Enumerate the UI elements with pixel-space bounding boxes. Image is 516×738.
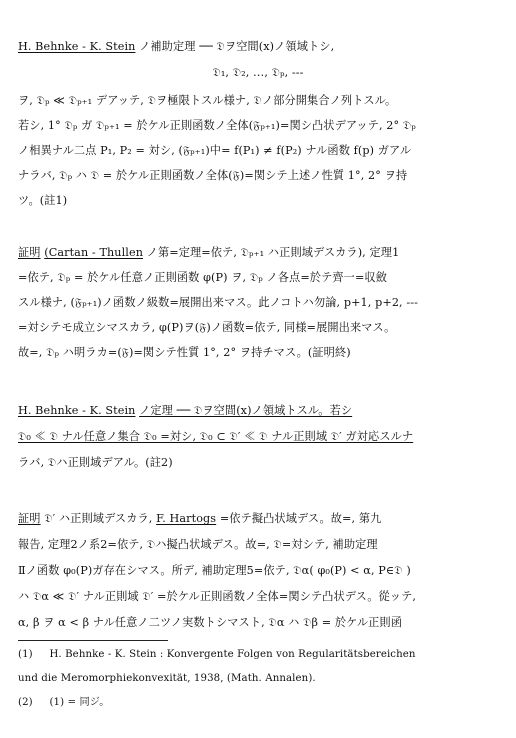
domain-sequence: 𝔇₁, 𝔇₂, …, 𝔇ₚ, --- — [212, 66, 304, 79]
footnote-mark: (1) — [18, 649, 33, 660]
proof1-line: =対シテモ成立シマスカラ, φ(P)ヲ(𝔉)ノ函数=依テ, 同様=展開出来マス。 — [18, 321, 396, 334]
theorem-author-ref: H. Behnke - K. Stein — [18, 404, 136, 417]
proof1-line: 故=, 𝔇ₚ ハ明ラカ=(𝔉)=関シテ性質 1°, 2° ヲ持チマス。(証明終) — [18, 346, 351, 359]
lemma-line: ノ相異ナル二点 P₁, P₂ = 対シ, (𝔉ₚ₊₁)中= f(P₁) ≠ f(P₂) ナル函数 f(p) ガアル — [18, 144, 412, 157]
lemma-author-ref: H. Behnke - K. Stein — [18, 40, 136, 53]
proof1-line: スル様ナ, (𝔉ₚ₊₁)ノ函数ノ級数=展開出来マス。此ノコトハ勿論, p+1, p+2, --- — [18, 296, 418, 309]
proof1-line: =依テ, 𝔇ₚ = 於ケル任意ノ正則函数 φ(P) ヲ, 𝔇ₚ ノ各点=於テ齊一=収斂 — [18, 271, 388, 284]
proof2-line: α, β ヲ α < β ナル任意ノ二ツノ実数トシマスト, 𝔇α ハ 𝔇β = 於ケル正則函 — [18, 616, 402, 629]
footnote-text: (1) = 同ジ。 — [49, 697, 110, 708]
footnote-1 — [18, 648, 416, 662]
theorem-line: 𝔇₀ ≪ 𝔇 ナル任意ノ集合 𝔇₀ =対シ, 𝔇₀ ⊂ 𝔇′ ≪ 𝔇 ナル正則域 𝔇′ ガ対応スルナ — [18, 430, 414, 443]
lemma-heading-text: ノ補助定理 ── 𝔇ヲ空間(x)ノ領域トシ, — [139, 40, 335, 53]
proof2-line: 報告, 定理2ノ系2=依テ, 𝔇ハ擬凸状域デス。故=, 𝔇=対シテ, 補助定理 — [18, 538, 378, 551]
proof1-first-line-text: ノ第=定理=依テ, 𝔇ₚ₊₁ ハ正則域デスカラ), 定理1 — [146, 246, 400, 259]
footnote-mark: (2) — [18, 697, 33, 708]
footnote-text: H. Behnke - K. Stein : Konvergente Folgen von Regularitätsbereichen — [49, 649, 416, 660]
footnote-2 — [18, 696, 110, 710]
proof1-label: 証明 — [18, 246, 41, 259]
proof2-label: 証明 — [18, 512, 41, 525]
proof2-line: Ⅱノ函数 φ₀(P)ガ存在シマス。所デ, 補助定理5=依テ, 𝔇α( φ₀(P) < α, P∈𝔇 ) — [18, 564, 411, 577]
proof1-reference: (Cartan - Thullen — [44, 246, 143, 259]
proof2-text: =依テ擬凸状域デス。故=, 第九 — [219, 512, 382, 525]
theorem-line: ラバ, 𝔇ハ正則域デアル。(註2) — [18, 456, 173, 469]
footnote-divider — [18, 640, 168, 641]
proof2-reference: F. Hartogs — [156, 512, 217, 525]
proof2-first-line — [18, 512, 381, 526]
lemma-line: 若シ, 1° 𝔇ₚ ガ 𝔇ₚ₊₁ = 於ケル正則函数ノ全体(𝔉ₚ₊₁)=関シ凸状デアッテ, 2° 𝔇ₚ — [18, 119, 416, 132]
footnote-1-cont — [18, 672, 316, 686]
lemma-heading — [18, 40, 334, 54]
proof2-text: 𝔇′ ハ正則域デスカラ, — [44, 512, 153, 525]
lemma-line: ナラバ, 𝔇ₚ ハ 𝔇 = 於ケル正則函数ノ全体(𝔉)=関シテ上述ノ性質 1°, 2° ヲ持 — [18, 169, 408, 182]
proof2-line: ハ 𝔇α ≪ 𝔇′ ナル正則域 𝔇′ =於ケル正則函数ノ全体=関シテ凸状デス。從ッテ, — [18, 590, 417, 603]
theorem-heading — [18, 404, 352, 418]
proof1-first-line — [18, 246, 399, 260]
lemma-line: ヲ, 𝔇ₚ ≪ 𝔇ₚ₊₁ デアッテ, 𝔇ヲ極限トスル様ナ, 𝔇ノ部分開集合ノ列トスル。 — [18, 94, 397, 107]
theorem-heading-text: ノ定理 ── 𝔇ヲ空間(x)ノ領域トスル。若シ — [139, 404, 353, 417]
lemma-line: ツ。(註1) — [18, 194, 68, 207]
footnote-text: und die Meromorphiekonvexität, 1938, (Math. Annalen). — [18, 673, 316, 684]
